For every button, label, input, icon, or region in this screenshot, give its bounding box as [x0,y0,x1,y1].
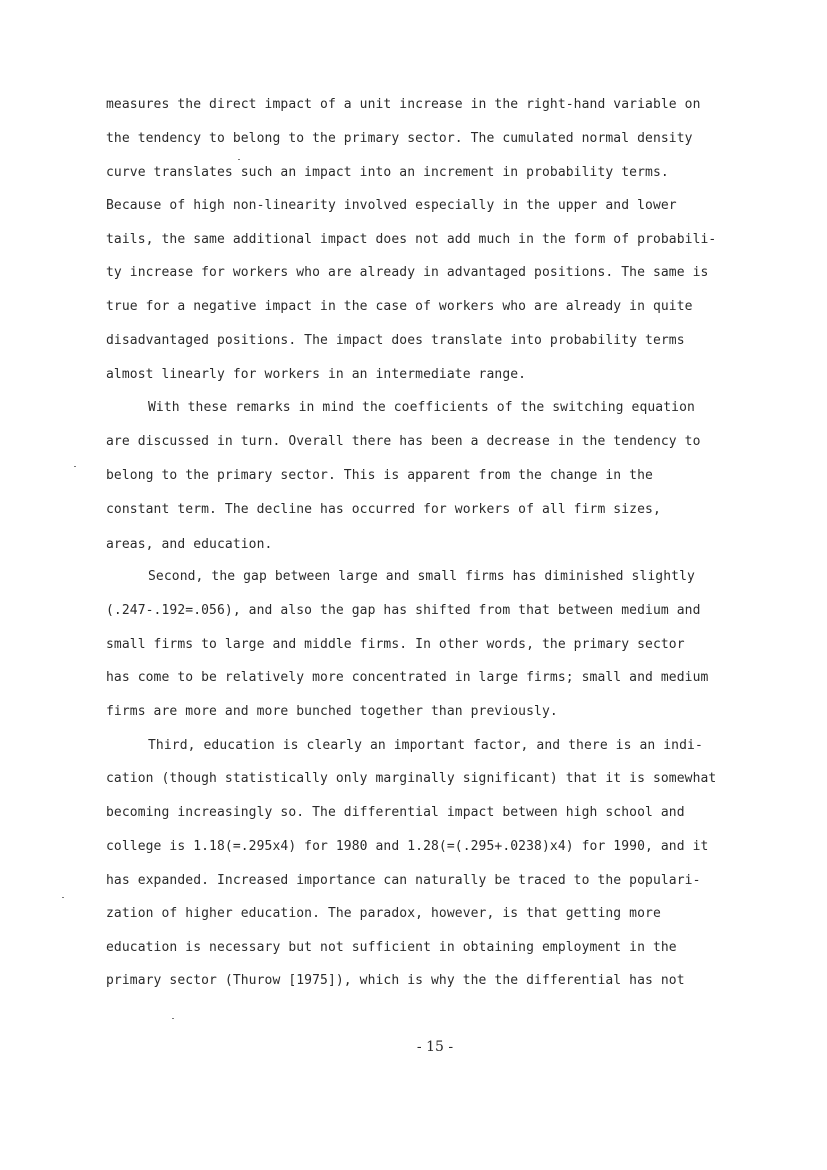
scan-speck [62,897,64,898]
text-line-7: true for a negative impact in the case of workers who are already in quite [106,299,693,314]
text-line-8: disadvantaged positions. The impact does translate into probability terms [106,333,685,348]
text-line-5: tails, the same additional impact does not add much in the form of probabili- [106,232,717,247]
scan-speck [238,159,240,160]
text-line-21: cation (though statistically only marginally significant) that it is somewhat [106,771,717,786]
text-line-2: the tendency to belong to the primary sector. The cumulated normal density [106,131,693,146]
text-line-4: Because of high non-linearity involved especially in the upper and lower [106,198,677,213]
text-line-23: college is 1.18(=.295x4) for 1980 and 1.28(=(.295+.0238)x4) for 1990, and it [106,839,709,854]
scan-speck [74,466,76,467]
text-line-19: firms are more and more bunched together than previously. [106,704,558,719]
text-line-20: Third, education is clearly an important factor, and there is an indi- [148,738,703,753]
text-line-27: primary sector (Thurow [1975]), which is why the the differential has not [106,973,685,988]
text-line-25: zation of higher education. The paradox, however, is that getting more [106,906,661,921]
text-line-11: are discussed in turn. Overall there has been a decrease in the tendency to [106,434,701,449]
text-line-24: has expanded. Increased importance can naturally be traced to the populari- [106,873,701,888]
text-line-3: curve translates such an impact into an increment in probability terms. [106,165,669,180]
text-line-9: almost linearly for workers in an intermediate range. [106,367,527,382]
text-line-13: constant term. The decline has occurred for workers of all firm sizes, [106,502,661,517]
page-number: - 15 - [416,1039,454,1055]
text-line-15: Second, the gap between large and small firms has diminished slightly [148,569,695,584]
text-line-17: small firms to large and middle firms. In other words, the primary sector [106,637,685,652]
text-line-10: With these remarks in mind the coefficients of the switching equation [148,400,695,415]
text-line-14: areas, and education. [106,537,273,552]
text-line-22: becoming increasingly so. The differential impact between high school and [106,805,685,820]
text-line-26: education is necessary but not sufficient in obtaining employment in the [106,940,677,955]
text-line-18: has come to be relatively more concentrated in large firms; small and medium [106,670,709,685]
scan-speck [172,1018,174,1019]
text-line-6: ty increase for workers who are already in advantaged positions. The same is [106,265,709,280]
text-line-1: measures the direct impact of a unit increase in the right-hand variable on [106,97,701,112]
text-line-16: (.247-.192=.056), and also the gap has shifted from that between medium and [106,603,701,618]
text-line-12: belong to the primary sector. This is apparent from the change in the [106,468,653,483]
